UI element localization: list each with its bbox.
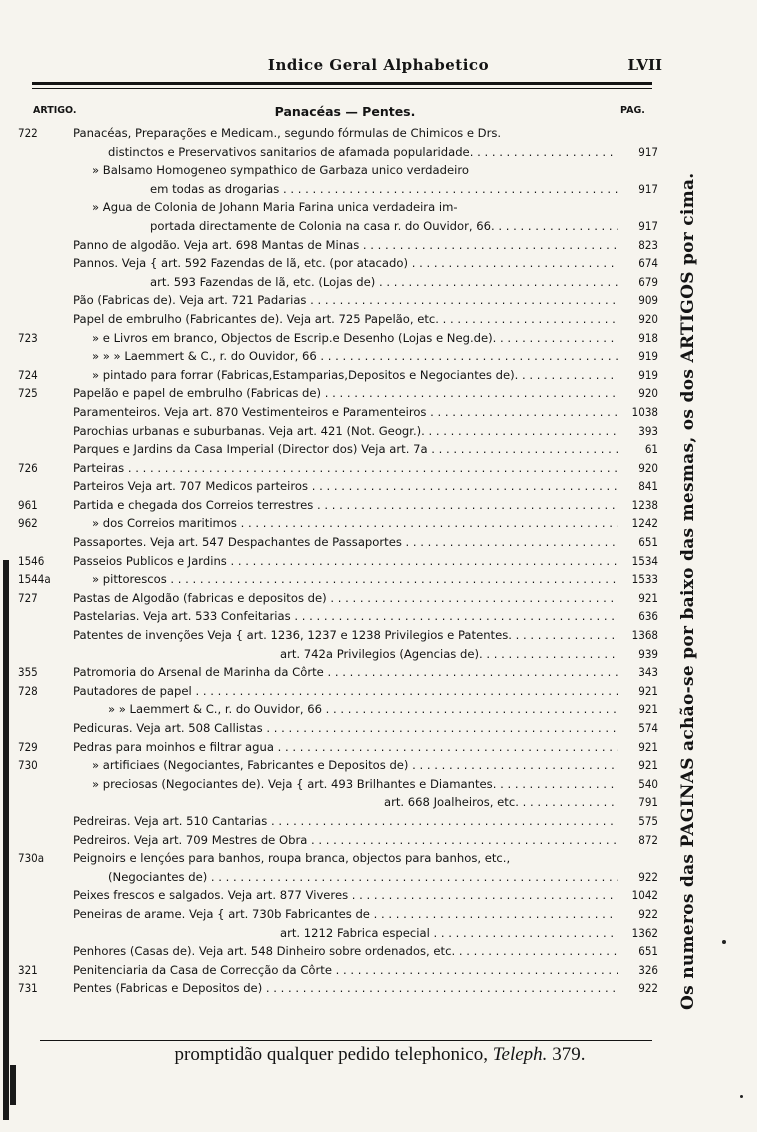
- entry-text: art. 742a Privilegios (Agencias de). . . .: [280, 645, 618, 664]
- entry-text: » » » Laemmert & C., r. do Ouvidor, 66 . . .: [92, 347, 618, 366]
- entry-text: Peixes frescos e salgados. Veja art. 877 Viveres . . .: [73, 886, 618, 905]
- index-row: [18, 143, 658, 162]
- article-number: 961: [18, 497, 38, 512]
- index-row: [18, 942, 658, 961]
- entry-text: Pedreiras. Veja art. 510 Cantarias . . .: [73, 812, 618, 831]
- page-ref: 1533: [631, 572, 658, 587]
- entry-text: Pedreiros. Veja art. 709 Mestres de Obra . . .: [73, 831, 618, 850]
- page-ref: 343: [638, 665, 658, 680]
- index-row: [18, 700, 658, 719]
- page-ref: 922: [638, 906, 658, 921]
- entry-text: Patentes de invenções Veja { art. 1236, 1237 e 1238 Privilegios e Patentes. . . .: [73, 626, 618, 645]
- header-rule-thick: [32, 82, 652, 85]
- entry-text: Papel de embrulho (Fabricantes de). Veja art. 725 Papelão, etc. . . .: [73, 310, 618, 329]
- entry-text: em todas as drogarias . . .: [150, 180, 618, 199]
- entry-text: Partida e chegada dos Correios terrestres . . .: [73, 496, 618, 515]
- article-number: 726: [18, 460, 38, 475]
- index-row: [18, 738, 658, 757]
- page-ref: 917: [638, 181, 658, 196]
- index-row: [18, 254, 658, 273]
- page-ref: 921: [638, 758, 658, 773]
- index-row: [18, 329, 658, 348]
- page-ref: 540: [638, 776, 658, 791]
- article-number: 730: [18, 758, 38, 773]
- entry-text: Peignoirs e lençóes para banhos, roupa branca, objectos para banhos, etc.,: [73, 851, 511, 866]
- page-ref: 574: [638, 721, 658, 735]
- article-number: 731: [18, 981, 38, 996]
- index-row: [18, 663, 658, 682]
- article-number: 725: [18, 386, 38, 401]
- entry-text: » Balsamo Homogeneo sympathico de Garbaza unico verdadeiro: [92, 163, 469, 178]
- index-row: [18, 961, 658, 980]
- footer-rule: [40, 1040, 652, 1041]
- index-row: [18, 533, 658, 552]
- entry-text: art. 668 Joalheiros, etc. . . .: [384, 793, 618, 812]
- header-rule-thin: [32, 88, 652, 89]
- index-row: [18, 180, 658, 199]
- index-row: [18, 124, 658, 143]
- article-number: 723: [18, 330, 38, 345]
- scan-speck: [722, 940, 726, 944]
- entry-text: Pão (Fabricas de). Veja art. 721 Padarias . . .: [73, 291, 618, 310]
- entry-text: Pedras para moinhos e filtrar agua . . .: [73, 738, 618, 757]
- scan-edge-mark: [3, 560, 9, 1120]
- entry-text: Panno de algodão. Veja art. 698 Mantas de Minas . . .: [73, 236, 618, 255]
- section-title: Panacéas — Pentes.: [274, 104, 416, 119]
- entry-text: Parteiras . . .: [73, 459, 618, 478]
- page-ref: 920: [638, 460, 658, 475]
- index-row: [18, 273, 658, 292]
- entry-text: Peneiras de arame. Veja { art. 730b Fabricantes de . . .: [73, 905, 618, 924]
- article-number: 727: [18, 590, 38, 605]
- entry-text: » artificiaes (Negociantes, Fabricantes e Depositos de) . . .: [92, 756, 618, 775]
- column-header-artigo: ARTIGO.: [33, 105, 77, 116]
- index-row: [18, 793, 658, 812]
- entry-text: Parteiros Veja art. 707 Medicos parteiros . . .: [73, 477, 618, 496]
- column-header-pag: PAG.: [620, 105, 645, 116]
- page-ref: 1534: [631, 553, 658, 568]
- index-row: [18, 422, 658, 441]
- article-number: 1544a: [18, 572, 51, 587]
- page-ref: 921: [638, 590, 658, 605]
- article-number: 722: [18, 126, 38, 140]
- page-ref: 922: [638, 869, 658, 884]
- page-ref: 920: [638, 311, 658, 326]
- page-ref: 872: [638, 832, 658, 847]
- page-ref: 679: [638, 274, 658, 289]
- entry-text: Papelão e papel de embrulho (Fabricas de) . . .: [73, 384, 618, 403]
- article-number: 1546: [18, 553, 45, 568]
- index-row: [18, 849, 658, 868]
- index-row: [18, 682, 658, 701]
- page-ref: 919: [638, 367, 658, 382]
- article-number: 730a: [18, 851, 45, 866]
- article-number: 724: [18, 367, 38, 382]
- page-header-title: Indice Geral Alphabetico: [267, 56, 490, 74]
- page-ref: 674: [638, 256, 658, 271]
- index-entries: [18, 124, 658, 998]
- index-row: [18, 831, 658, 850]
- entry-text: » Agua de Colonia de Johann Maria Farina unica verdadeira im-: [92, 200, 458, 215]
- page-ref: 823: [638, 237, 658, 252]
- entry-text: (Negociantes de) . . .: [108, 868, 618, 887]
- entry-text: » preciosas (Negociantes de). Veja { art. 493 Brilhantes e Diamantes. . . .: [92, 775, 618, 794]
- page-ref: 575: [638, 813, 658, 828]
- entry-text: Passaportes. Veja art. 547 Despachantes de Passaportes . . .: [73, 533, 618, 552]
- entry-text: Pentes (Fabricas e Depositos de) . . .: [73, 979, 618, 998]
- page-ref: 636: [638, 609, 658, 624]
- page-ref: 1038: [631, 404, 658, 419]
- article-number: 355: [18, 665, 38, 680]
- page-ref: 651: [638, 535, 658, 550]
- entry-text: Pannos. Veja { art. 592 Fazendas de lã, etc. (por atacado) . . .: [73, 254, 618, 273]
- entry-text: art. 593 Fazendas de lã, etc. (Lojas de) . . .: [150, 273, 618, 292]
- footer-emph: Teleph.: [492, 1044, 548, 1065]
- index-row: [18, 607, 658, 626]
- index-row: [18, 812, 658, 831]
- entry-text: Parochias urbanas e suburbanas. Veja art. 421 (Not. Geogr.). . . .: [73, 422, 618, 441]
- index-row: [18, 775, 658, 794]
- page-ref: 1242: [631, 516, 658, 531]
- index-row: [18, 496, 658, 515]
- entry-text: » dos Correios maritimos . . .: [92, 514, 618, 533]
- index-row: [18, 924, 658, 943]
- index-row: [18, 626, 658, 645]
- entry-text: Paramenteiros. Veja art. 870 Vestimenteiros e Paramenteiros . . .: [73, 403, 618, 422]
- entry-text: Pastas de Algodão (fabricas e depositos de) . . .: [73, 589, 618, 608]
- page-ref: 917: [638, 144, 658, 159]
- entry-text: Pedicuras. Veja art. 508 Callistas . . .: [73, 719, 618, 738]
- index-row: [18, 552, 658, 571]
- scan-speck: [740, 1095, 743, 1098]
- page-ref: 921: [638, 683, 658, 698]
- article-number: 729: [18, 739, 38, 754]
- page-ref: 393: [638, 423, 658, 438]
- entry-text: » pintado para forrar (Fabricas,Estamparias,Depositos e Negociantes de). . . .: [92, 366, 618, 385]
- index-row: [18, 217, 658, 236]
- page-ref: 939: [638, 646, 658, 661]
- index-row: [18, 570, 658, 589]
- index-row: [18, 161, 658, 180]
- page-ref: 1042: [631, 888, 658, 903]
- index-row: [18, 236, 658, 255]
- footer-number: 379.: [552, 1044, 586, 1065]
- page-number: LVII: [627, 56, 662, 74]
- article-number: 728: [18, 683, 38, 698]
- page-ref: 920: [638, 386, 658, 401]
- footer-text: promptidão qualquer pedido telephonico,: [174, 1044, 488, 1065]
- article-number: 321: [18, 962, 38, 977]
- entry-text: distinctos e Preservativos sanitarios de afamada popularidade. . . .: [108, 143, 618, 162]
- index-row: [18, 979, 658, 998]
- page-ref: 909: [638, 293, 658, 308]
- entry-text: » » Laemmert & C., r. do Ouvidor, 66 . . .: [108, 700, 618, 719]
- index-row: [18, 310, 658, 329]
- index-row: [18, 905, 658, 924]
- index-row: [18, 198, 658, 217]
- entry-text: portada directamente de Colonia na casa r. do Ouvidor, 66. . . .: [150, 217, 618, 236]
- page-ref: 651: [638, 944, 658, 959]
- footer-line: [0, 1044, 757, 1066]
- entry-text: art. 1212 Fabrica especial . . .: [280, 924, 618, 943]
- index-row: [18, 403, 658, 422]
- entry-text: » pittorescos . . .: [92, 570, 618, 589]
- page-ref: 326: [638, 962, 658, 977]
- index-row: [18, 514, 658, 533]
- entry-text: Penhores (Casas de). Veja art. 548 Dinheiro sobre ordenados, etc. . . .: [73, 942, 618, 961]
- index-row: [18, 366, 658, 385]
- index-row: [18, 886, 658, 905]
- page-ref: 841: [638, 479, 658, 494]
- side-note: Os numeros das PAGINAS achão-se por baixo das mesmas, os dos ARTIGOS por cima.: [678, 172, 698, 1010]
- page-ref: 1238: [631, 497, 658, 512]
- page-ref: 921: [638, 739, 658, 754]
- index-row: [18, 589, 658, 608]
- entry-text: Patromoria do Arsenal de Marinha da Côrte . . .: [73, 663, 618, 682]
- page-ref: 791: [638, 795, 658, 810]
- page-ref: 1368: [631, 628, 658, 643]
- index-row: [18, 645, 658, 664]
- entry-text: Passeios Publicos e Jardins . . .: [73, 552, 618, 571]
- article-number: 962: [18, 516, 38, 531]
- index-row: [18, 384, 658, 403]
- page-ref: 922: [638, 981, 658, 996]
- index-row: [18, 756, 658, 775]
- entry-text: Panacéas, Preparações e Medicam., segundo fórmulas de Chimicos e Drs.: [73, 126, 502, 140]
- entry-text: Penitenciaria da Casa de Correcção da Côrte . . .: [73, 961, 618, 980]
- page-ref: 61: [644, 442, 658, 457]
- index-row: [18, 459, 658, 478]
- index-row: [18, 719, 658, 738]
- entry-text: » e Livros em branco, Objectos de Escrip.e Desenho (Lojas e Neg.de). . . .: [92, 329, 618, 348]
- index-row: [18, 347, 658, 366]
- index-row: [18, 477, 658, 496]
- page-ref: 917: [638, 218, 658, 233]
- entry-text: Pastelarias. Veja art. 533 Confeitarias . . .: [73, 607, 618, 626]
- page-ref: 921: [638, 702, 658, 717]
- index-row: [18, 440, 658, 459]
- page-ref: 918: [638, 330, 658, 345]
- index-row: [18, 291, 658, 310]
- entry-text: Parques e Jardins da Casa Imperial (Director dos) Veja art. 7a . . .: [73, 440, 618, 459]
- page-ref: 919: [638, 349, 658, 364]
- page-ref: 1362: [631, 925, 658, 940]
- entry-text: Pautadores de papel . . .: [73, 682, 618, 701]
- index-row: [18, 868, 658, 887]
- scan-edge-mark-lower: [10, 1065, 16, 1105]
